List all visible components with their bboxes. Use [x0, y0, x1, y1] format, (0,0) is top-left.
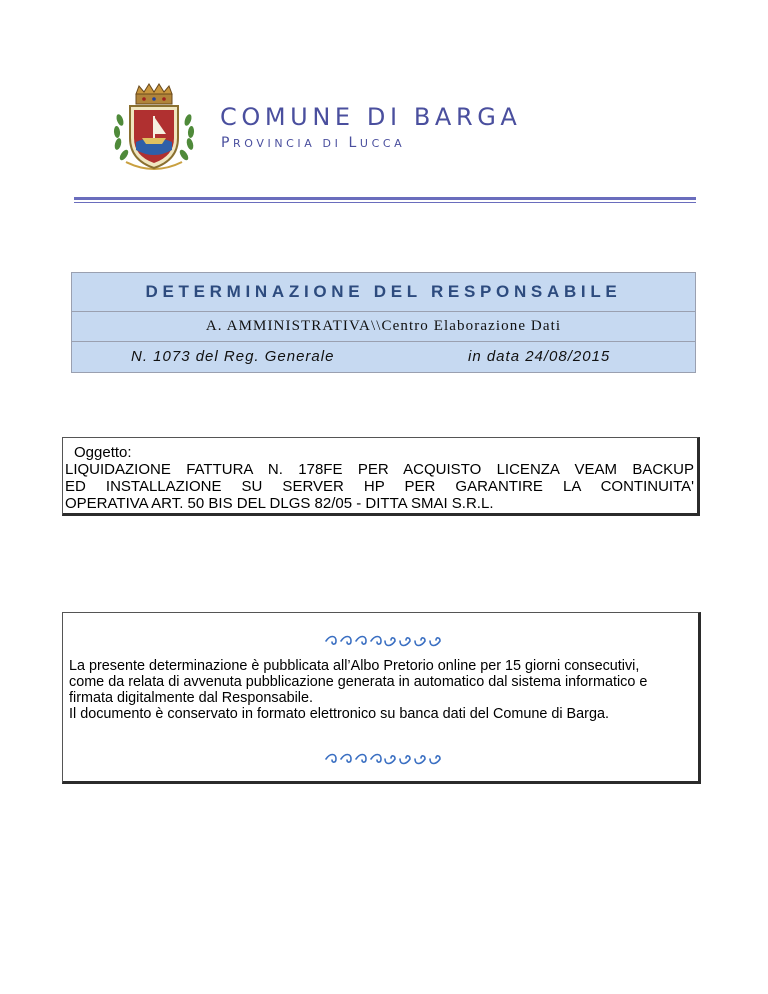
- publication-notice-box: [62, 612, 701, 784]
- org-province-initial-l: L: [348, 135, 360, 151]
- header-divider-thin: [74, 202, 696, 203]
- determination-reference-row: [72, 341, 695, 372]
- subject-line-1: LIQUIDAZIONE FATTURA N. 178FE PER ACQUISTO LICENZA VEAM BACKUP: [65, 461, 694, 478]
- notice-line-3: firmata digitalmente dal Responsabile.: [69, 690, 313, 706]
- determination-office-row: [72, 311, 695, 342]
- subject-line-2: ED INSTALLAZIONE SU SERVER HP PER GARANTIRE LA CONTINUITA': [65, 478, 694, 495]
- determination-title: DETERMINAZIONE DEL RESPONSABILE: [145, 282, 622, 301]
- org-province-word: ROVINCIA DI: [233, 137, 349, 150]
- ornamental-flourish-icon: [324, 635, 442, 647]
- subject-text: [65, 461, 694, 512]
- notice-line-1: La presente determinazione è pubblicata all’Albo Pretorio online per 15 giorni consecutivi,: [69, 658, 640, 674]
- determination-number: N. 1073 del Reg. Generale: [131, 348, 335, 365]
- determination-date: in data 24/08/2015: [468, 348, 611, 365]
- barga-coat-of-arms-icon: [106, 80, 202, 180]
- org-province: [221, 135, 405, 151]
- subject-line-3: OPERATIVA ART. 50 BIS DEL DLGS 82/05 - DITTA SMAI S.R.L.: [65, 495, 494, 512]
- org-province-initial-p: P: [221, 135, 234, 151]
- determination-office: A. AMMINISTRATIVA\\Centro Elaborazione Dati: [205, 318, 562, 334]
- org-name: COMUNE DI BARGA: [220, 103, 522, 131]
- publication-notice-text: [69, 658, 694, 722]
- notice-line-2: come da relata di avvenuta pubblicazione generata in automatico dal sistema informatico e: [69, 674, 648, 690]
- subject-box: [62, 437, 700, 516]
- subject-label: Oggetto:: [74, 444, 132, 461]
- notice-line-4: Il documento è conservato in formato elettronico su banca dati del Comune di Barga.: [69, 706, 609, 722]
- org-province-name: UCCA: [359, 137, 406, 150]
- header-divider-thick: [74, 197, 696, 200]
- determination-title-row: [72, 273, 695, 312]
- determination-header-table: [71, 272, 696, 373]
- ornamental-flourish-icon: [324, 753, 442, 765]
